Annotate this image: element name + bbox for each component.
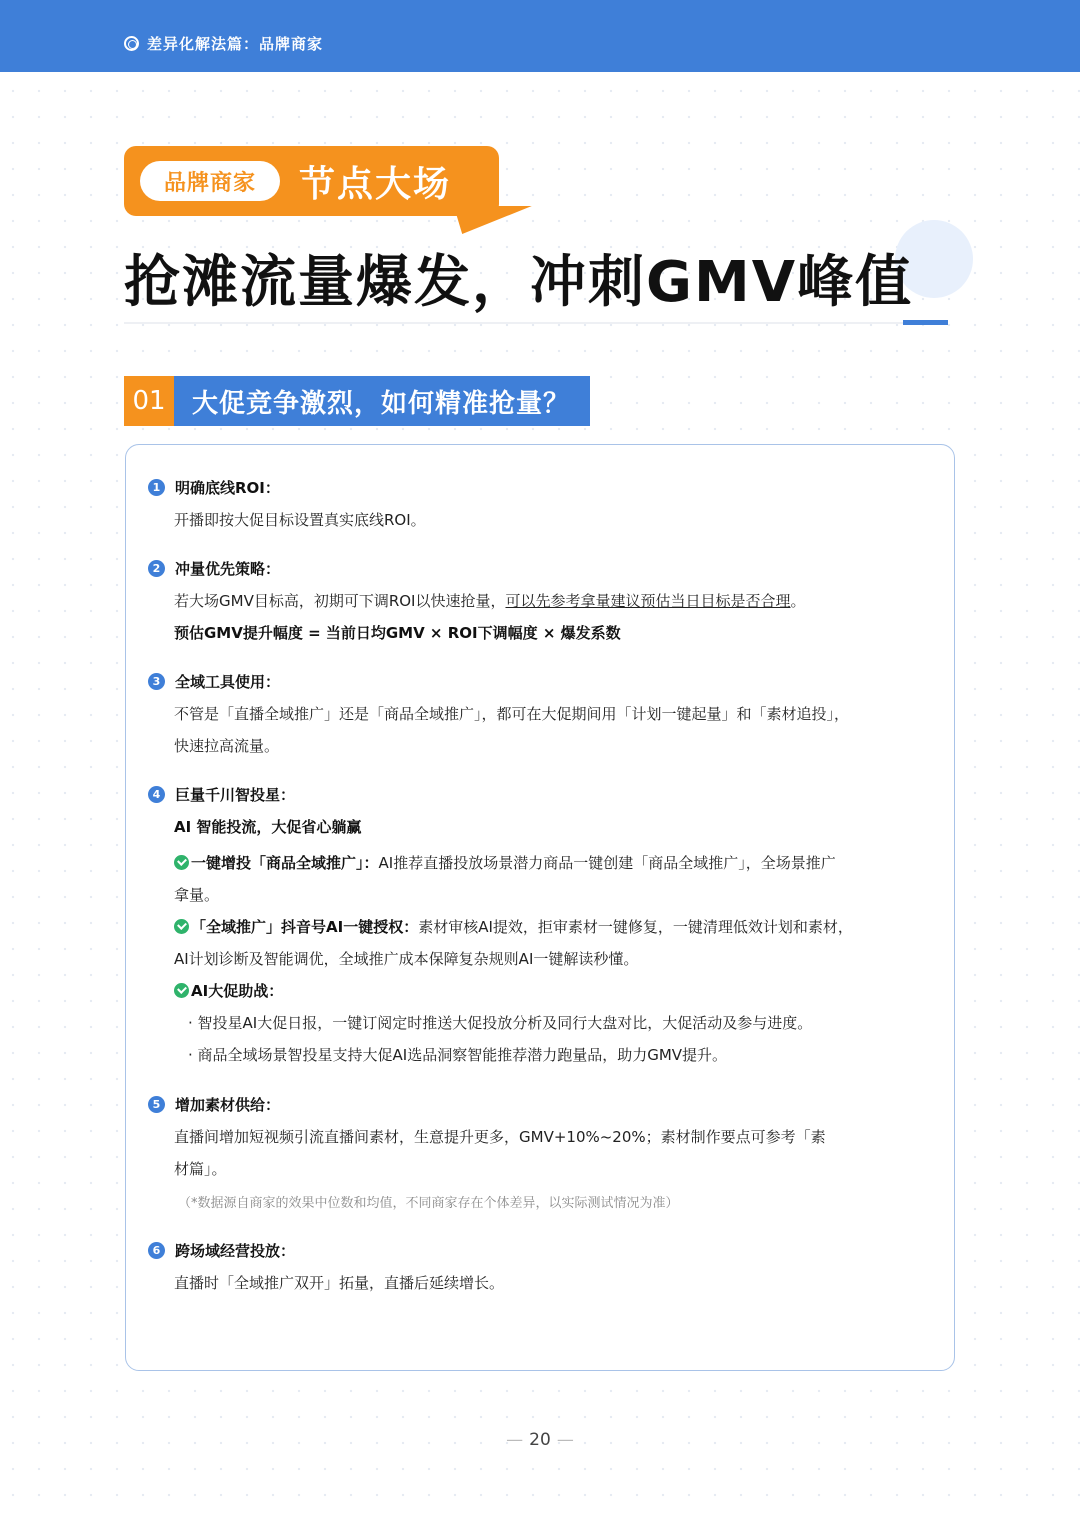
page-number: 20 <box>529 1430 551 1450</box>
page-title: 抢滩流量爆发，冲刺GMV峰值 <box>124 250 914 315</box>
tag-main-text: 节点大场 <box>299 163 452 205</box>
check-circle-icon <box>174 983 189 998</box>
item-text: 直播时「全域推广双开」拓量，直播后延续增长。 <box>174 1274 505 1292</box>
header-section-text: 差异化解法篇：品牌商家 <box>147 35 324 53</box>
item-text <box>174 590 806 611</box>
item-text: 开播即按大促目标设置真实底线ROI。 <box>174 511 426 529</box>
content-card <box>125 444 955 1371</box>
item-heading <box>148 1094 280 1115</box>
bullet-text: 素材审核AI提效，拒审素材一键修复，一键清理低效计划和素材， <box>418 918 853 936</box>
item-heading-text: 增加素材供给： <box>175 1096 281 1114</box>
bullet-line: 拿量。 <box>174 886 220 904</box>
bullet-bold: 「全域推广」抖音号AI一键授权： <box>191 918 419 936</box>
title-accent-bar <box>903 320 948 325</box>
header-section-title <box>124 33 323 54</box>
number-badge-icon: 5 <box>148 1096 165 1113</box>
item-heading <box>148 671 280 692</box>
bullet-bold: 一键增投「商品全域推广」： <box>191 854 379 872</box>
item-heading-text: 跨场域经营投放： <box>175 1242 296 1260</box>
sub-bullet: · 智投星AI大促日报，一键订阅定时推送大促投放分析及同行大盘对比，大促活动及参与进度。 <box>188 1014 813 1032</box>
bullet-bold: AI大促助战： <box>191 982 284 1000</box>
formula-text: 预估GMV提升幅度 = 当前日均GMV × ROI下调幅度 × 爆发系数 <box>174 624 621 642</box>
check-circle-icon <box>174 855 189 870</box>
number-badge-icon: 6 <box>148 1242 165 1259</box>
circle-icon <box>124 36 139 51</box>
section-label: 大促竞争激烈，如何精准抢量？ <box>174 376 590 426</box>
title-divider <box>124 322 948 324</box>
item-subtitle: AI 智能投流，大促省心躺赢 <box>174 818 362 836</box>
data-note: （*数据源自商家的效果中位数和均值，不同商家存在个体差异，以实际测试情况为准） <box>178 1196 679 1211</box>
item-heading <box>148 558 280 579</box>
item-heading <box>148 784 295 805</box>
bullet-line <box>174 852 836 873</box>
check-circle-icon <box>174 919 189 934</box>
underlined-text: 可以先参考拿量建议预估当日目标是否合理 <box>505 592 791 610</box>
footer-dash: — <box>506 1430 524 1450</box>
header-bar <box>0 0 1080 72</box>
item-heading-text: 冲量优先策略： <box>175 560 281 578</box>
tag-pill: 品牌商家 <box>140 161 280 201</box>
item-text: 材篇」。 <box>174 1160 227 1178</box>
item-text: 快速拉高流量。 <box>174 737 280 755</box>
item-heading <box>148 1240 295 1261</box>
number-badge-icon: 4 <box>148 786 165 803</box>
item-text: 不管是「直播全域推广」还是「商品全域推广」，都可在大促期间用「计划一键起量」和「素材追投」， <box>174 705 850 723</box>
section-heading <box>124 376 590 426</box>
bullet-line <box>174 980 283 1001</box>
number-badge-icon: 1 <box>148 479 165 496</box>
item-heading-text: 明确底线ROI： <box>175 479 280 497</box>
bullet-text: AI推荐直播投放场景潜力商品一键创建「商品全域推广」，全场景推广 <box>378 854 836 872</box>
section-tag <box>124 146 504 236</box>
item-text-part: 。 <box>790 592 806 610</box>
item-heading-text: 巨量千川智投星： <box>175 786 296 804</box>
item-text: 直播间增加短视频引流直播间素材，生意提升更多，GMV+10%~20%；素材制作要点可参考「素 <box>174 1128 826 1146</box>
number-badge-icon: 3 <box>148 673 165 690</box>
bullet-line <box>174 916 853 937</box>
footer-dash: — <box>556 1430 574 1450</box>
number-badge-icon: 2 <box>148 560 165 577</box>
item-heading <box>148 477 280 498</box>
section-number: 01 <box>124 376 174 426</box>
bullet-line: AI计划诊断及智能调优，全域推广成本保障复杂规则AI一键解读秒懂。 <box>174 950 639 968</box>
item-heading-text: 全域工具使用： <box>175 673 281 691</box>
item-text-part: 若大场GMV目标高，初期可下调ROI以快速抢量， <box>174 592 506 610</box>
page-footer <box>0 1430 1080 1450</box>
sub-bullet: · 商品全域场景智投星支持大促AI选品洞察智能推荐潜力跑量品，助力GMV提升。 <box>188 1046 728 1064</box>
